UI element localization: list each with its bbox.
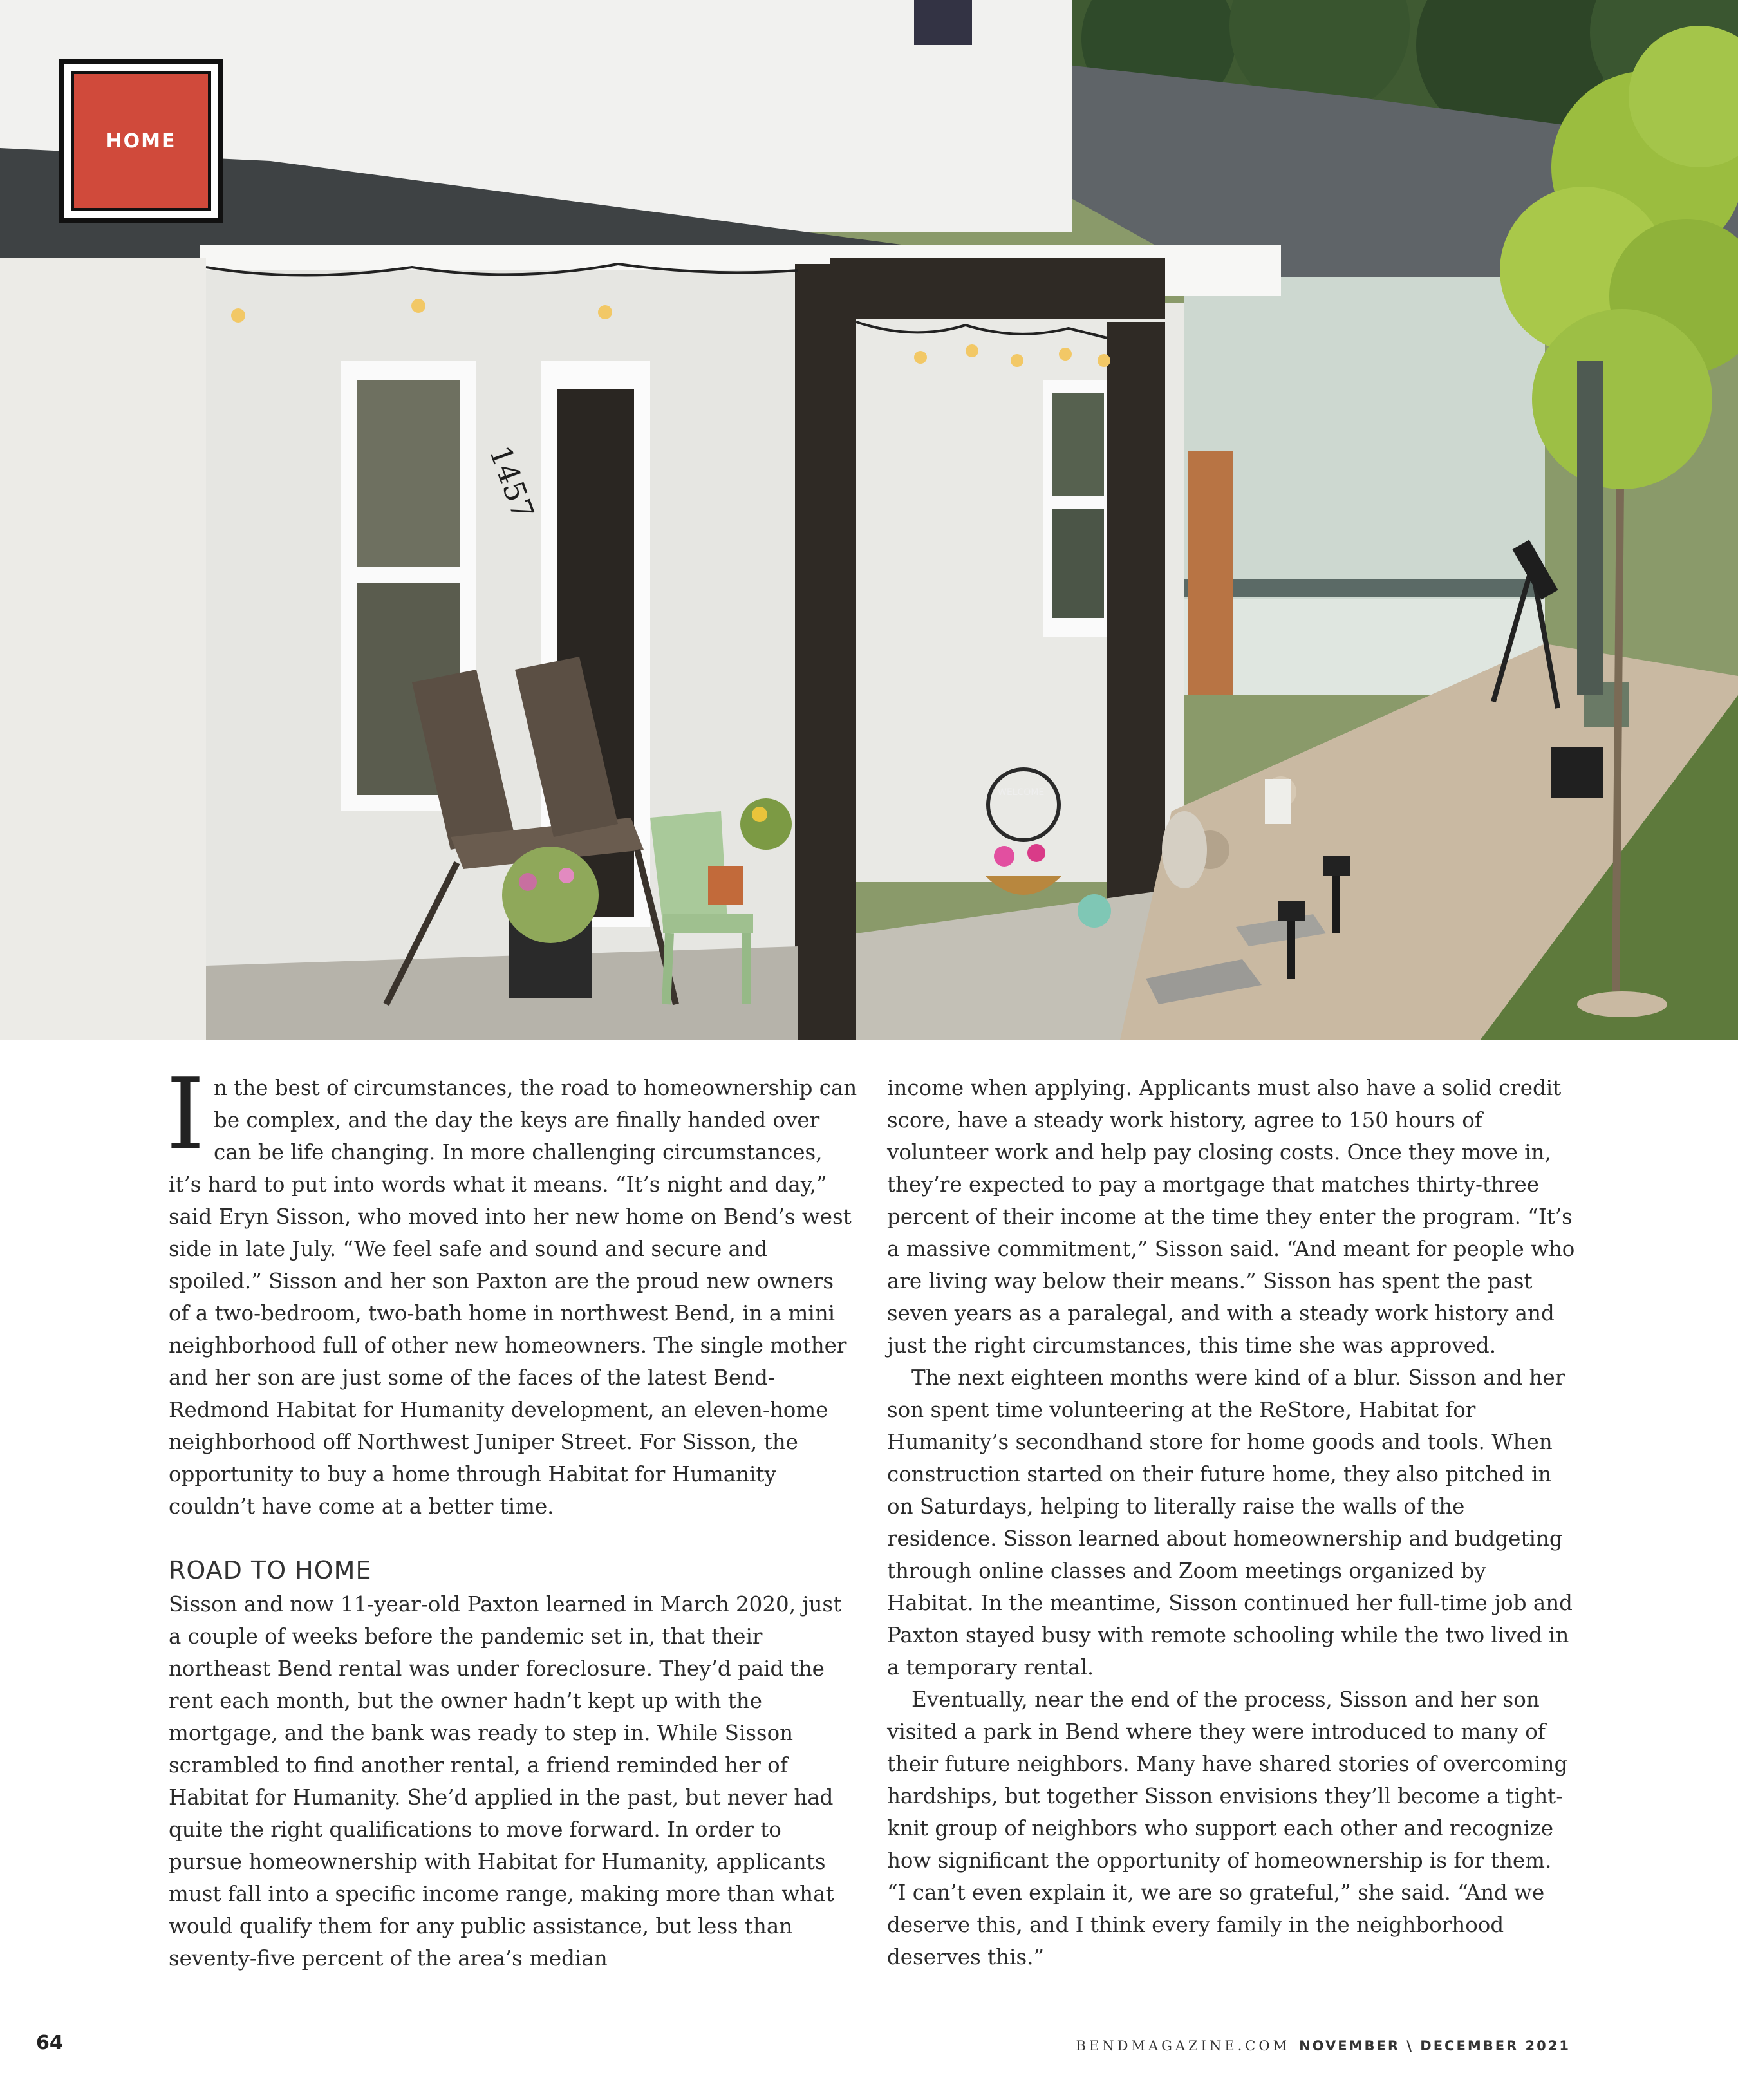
- article-paragraph-3: income when applying. Applicants must also have a solid credit score, have a steady work history, agree to 150 hours of volunteer work and help pay closing costs. Once they move in, they’re expected to pay a mortgage that matches thirty-three percent of their income at the time they enter the program. “It’s a massive commitment,” Sisson said. “And meant for people who are living way below their means.” Sisson has spent the past seven years as a paralegal, and with a steady work history and just the right circumstances, this time she was approved.: [887, 1076, 1575, 1358]
- article-paragraph-2: Sisson and now 11-year-old Paxton learned in March 2020, just a couple of weeks before the pandemic set in, that their northeast Bend rental was under foreclosure. They’d paid the rent each month, but the owner hadn’t kept up with the mortgage, and the bank was ready to step in. While Sisson scrambled to find another rental, a friend reminded her of Habitat for Humanity. She’d applied in the past, but never had quite the right qualifications to move forward. In order to pursue homeownership with Habitat for Humanity, applicants must fall into a specific income range, making more than what would qualify them for any public assistance, but less than seventy-five percent of the area’s median: [169, 1592, 842, 1971]
- footer-running-head: [1076, 2038, 1571, 2054]
- article-paragraph-4: The next eighteen months were kind of a blur. Sisson and her son spent time volunteering at the ReStore, Habitat for Humanity’s secondhand store for home goods and tools. When construction started on their future home, they also pitched in on Saturdays, helping to literally raise the walls of the residence. Sisson learned about homeownership and budgeting through online classes and Zoom meetings organized by Habitat. In the meantime, Sisson continued her full-time job and Paxton stayed busy with remote schooling while the two lived in a temporary rental.: [887, 1365, 1573, 1680]
- house-number: 1457: [482, 441, 541, 524]
- hero-photo: [0, 0, 1738, 1040]
- article-right-column: [887, 1072, 1576, 1973]
- section-tag: [59, 59, 223, 223]
- section-tag-box: [71, 71, 211, 211]
- page-number: 64: [36, 2032, 63, 2054]
- welcome-sign-text: WELCOME: [998, 787, 1045, 798]
- section-tag-label: HOME: [106, 129, 176, 153]
- subhead-road-to-home: ROAD TO HOME: [169, 1556, 372, 1584]
- article-paragraph-5: Eventually, near the end of the process, Sisson and her son visited a park in Bend where they were introduced to many of their future neighbors. Many have shared stories of overcoming hardships, but together Sisson envisions they’ll become a tight-knit group of neighbors who support each other and recognize how significant the opportunity of homeownership is for them. “I can’t even explain it, we are so grateful,” she said. “And we deserve this, and I think every family in the neighborhood deserves this.”: [887, 1687, 1568, 1969]
- intro-text: n the best of circumstances, the road to homeownership can be complex, and the day the keys are finally handed over can be life changing. In more challenging circumstances, it’s hard to put into words what it means. “It’s night and day,” said Eryn Sisson, who moved into her new home on Bend’s west side in late July. “We feel safe and sound and secure and spoiled.” Sisson and her son Paxton are the proud new owners of a two-bedroom, two-bath home in northwest Bend, in a mini neighborhood full of other new homeowners. The single mother and her son are just some of the faces of the latest Bend-Redmond Habitat for Humanity development, an eleven-home neighborhood off Northwest Juniper Street. For Sisson, the opportunity to buy a home through Habitat for Humanity couldn’t have come at a better time.: [169, 1076, 857, 1519]
- article-intro-paragraph: [166, 1057, 857, 1523]
- magazine-site: BENDMAGAZINE.COM: [1076, 2038, 1291, 2054]
- article-left-column: [166, 1057, 857, 1974]
- drop-cap: I: [166, 1057, 205, 1171]
- issue-date: NOVEMBER \ DECEMBER 2021: [1299, 2038, 1571, 2054]
